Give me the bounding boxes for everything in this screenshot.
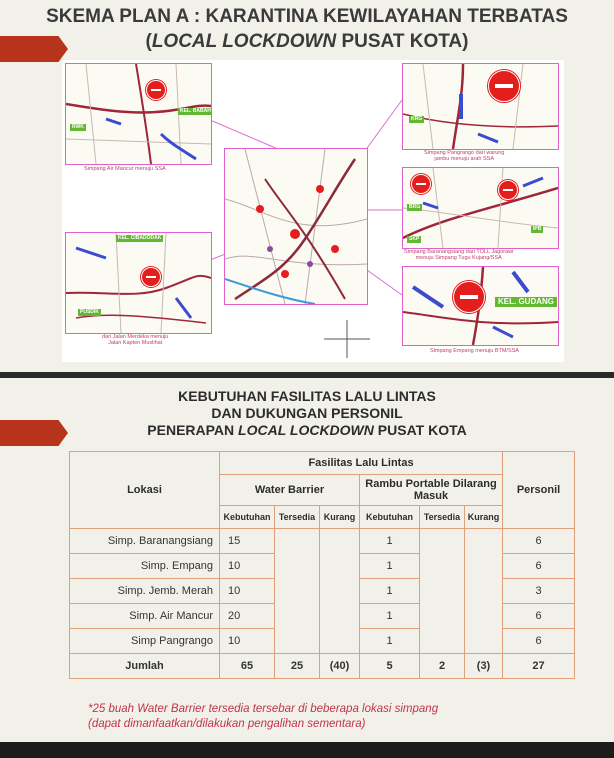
cell-wb-kebutuhan: 15 — [220, 529, 275, 554]
table-row-total — [70, 654, 575, 679]
col-header-fasilitas: Fasilitas Lalu Lintas — [220, 452, 503, 475]
cell-lokasi: Simp Pangrango — [70, 629, 220, 654]
cell-rp-kebutuhan: 1 — [360, 604, 420, 629]
col-header-lokasi: Lokasi — [70, 452, 220, 529]
map-panel-overview — [224, 148, 368, 305]
cell-rp-kebutuhan: 1 — [360, 529, 420, 554]
cell-personil: 6 — [503, 554, 575, 579]
cell-rp-tersedia — [420, 529, 465, 654]
map-tag: KEL. CIBADODAK — [118, 235, 162, 241]
cell-rp-kebutuhan: 1 — [360, 579, 420, 604]
map-tag: SKP — [409, 236, 420, 242]
col-header-wb-kurang: Kurang — [320, 506, 360, 529]
slide1-title-line1: SKEMA PLAN A : KARANTINA KEWILAYAHAN TERBATAS — [46, 6, 568, 27]
no-entry-sign-icon — [498, 180, 518, 200]
no-entry-sign-icon — [411, 174, 431, 194]
cell-lokasi: Simp. Baranangsiang — [70, 529, 220, 554]
map-tag: IPB — [533, 226, 542, 232]
slide2-title — [0, 388, 614, 439]
col-header-rp-kebutuhan: Kebutuhan — [360, 506, 420, 529]
map-caption: dari Jalan Merdeka menuju Jalan Kapten Muslihat — [102, 334, 169, 346]
cell-lokasi: Simp. Empang — [70, 554, 220, 579]
map-tag: KEL. GUDANG — [495, 297, 557, 307]
map-panel-baranangsiang — [402, 167, 559, 249]
cell-wb-kurang — [320, 529, 360, 654]
map-tag: RWK — [72, 124, 84, 130]
no-entry-sign-icon — [453, 281, 485, 313]
cell-personil: 6 — [503, 529, 575, 554]
cell-total-rp-kebutuhan: 5 — [360, 654, 420, 679]
col-header-water-barrier: Water Barrier — [220, 475, 360, 506]
map-tag: KEL. BABAH — [180, 108, 211, 114]
map-panel-pangrango — [402, 63, 559, 150]
cell-wb-kebutuhan: 10 — [220, 629, 275, 654]
cell-jumlah-label: Jumlah — [70, 654, 220, 679]
cell-total-wb-kebutuhan: 65 — [220, 654, 275, 679]
cell-lokasi: Simp. Jemb. Merah — [70, 579, 220, 604]
cell-rp-kebutuhan: 1 — [360, 629, 420, 654]
cell-personil: 3 — [503, 579, 575, 604]
footnote-line1: *25 buah Water Barrier tersedia tersebar di beberapa lokasi simpang — [88, 703, 439, 715]
no-entry-sign-icon — [488, 70, 520, 102]
table-row — [70, 529, 575, 554]
slide2-title-line3: PENERAPAN LOCAL LOCKDOWN PUSAT KOTA — [147, 422, 467, 438]
cell-wb-kebutuhan: 10 — [220, 554, 275, 579]
map-caption: Simpang Pangrango dari warung jambu menuju arah SSA — [424, 150, 505, 162]
map-tag: BRG — [409, 204, 421, 210]
cell-total-rp-tersedia: 2 — [420, 654, 465, 679]
cell-rp-kurang — [465, 529, 503, 654]
cell-rp-kebutuhan: 1 — [360, 554, 420, 579]
map-panel-air-mancur — [65, 63, 212, 165]
cell-personil: 6 — [503, 604, 575, 629]
map-caption: Simpang Empang menuju BTM/SSA — [430, 348, 519, 354]
footnote-line2: (dapat dimanfaatkan/dilakukan pengalihan sementara) — [88, 718, 366, 730]
map-panel-empang — [402, 266, 559, 346]
lockdown-map — [62, 60, 564, 362]
slide-table — [0, 378, 614, 742]
slide1-title — [0, 4, 614, 54]
map-tag: KRG — [411, 116, 423, 122]
map-caption: Simpang Air Mancur menuju SSA — [84, 166, 166, 172]
cell-total-personil: 27 — [503, 654, 575, 679]
cell-total-rp-kurang: (3) — [465, 654, 503, 679]
slide-map — [0, 0, 614, 372]
cell-total-wb-tersedia: 25 — [275, 654, 320, 679]
facility-table — [69, 451, 575, 679]
no-entry-sign-icon — [141, 267, 161, 287]
slide2-title-line2: DAN DUKUNGAN PERSONIL — [211, 405, 403, 421]
cell-lokasi: Simp. Air Mancur — [70, 604, 220, 629]
map-tag: PUSDIK — [80, 309, 99, 315]
no-entry-sign-icon — [146, 80, 166, 100]
bottom-bar — [0, 742, 614, 758]
slide2-title-line1: KEBUTUHAN FASILITAS LALU LINTAS — [178, 388, 436, 404]
col-header-personil: Personil — [503, 452, 575, 529]
map-panel-merdeka — [65, 232, 212, 334]
col-header-wb-kebutuhan: Kebutuhan — [220, 506, 275, 529]
footnote — [88, 702, 438, 732]
cell-wb-kebutuhan: 10 — [220, 579, 275, 604]
col-header-wb-tersedia: Tersedia — [275, 506, 320, 529]
cell-wb-kebutuhan: 20 — [220, 604, 275, 629]
slide1-title-line2: (LOCAL LOCKDOWN PUSAT KOTA) — [145, 31, 469, 52]
col-header-rp-kurang: Kurang — [465, 506, 503, 529]
map-caption: Simpang Baranangsiang dari TOLL Jagorawi menuju Simpang Tugu Kujang/SSA — [404, 249, 514, 261]
cell-wb-tersedia — [275, 529, 320, 654]
cell-total-wb-kurang: (40) — [320, 654, 360, 679]
col-header-rp-tersedia: Tersedia — [420, 506, 465, 529]
col-header-rambu-portable: Rambu Portable Dilarang Masuk — [360, 475, 503, 506]
cell-personil: 6 — [503, 629, 575, 654]
